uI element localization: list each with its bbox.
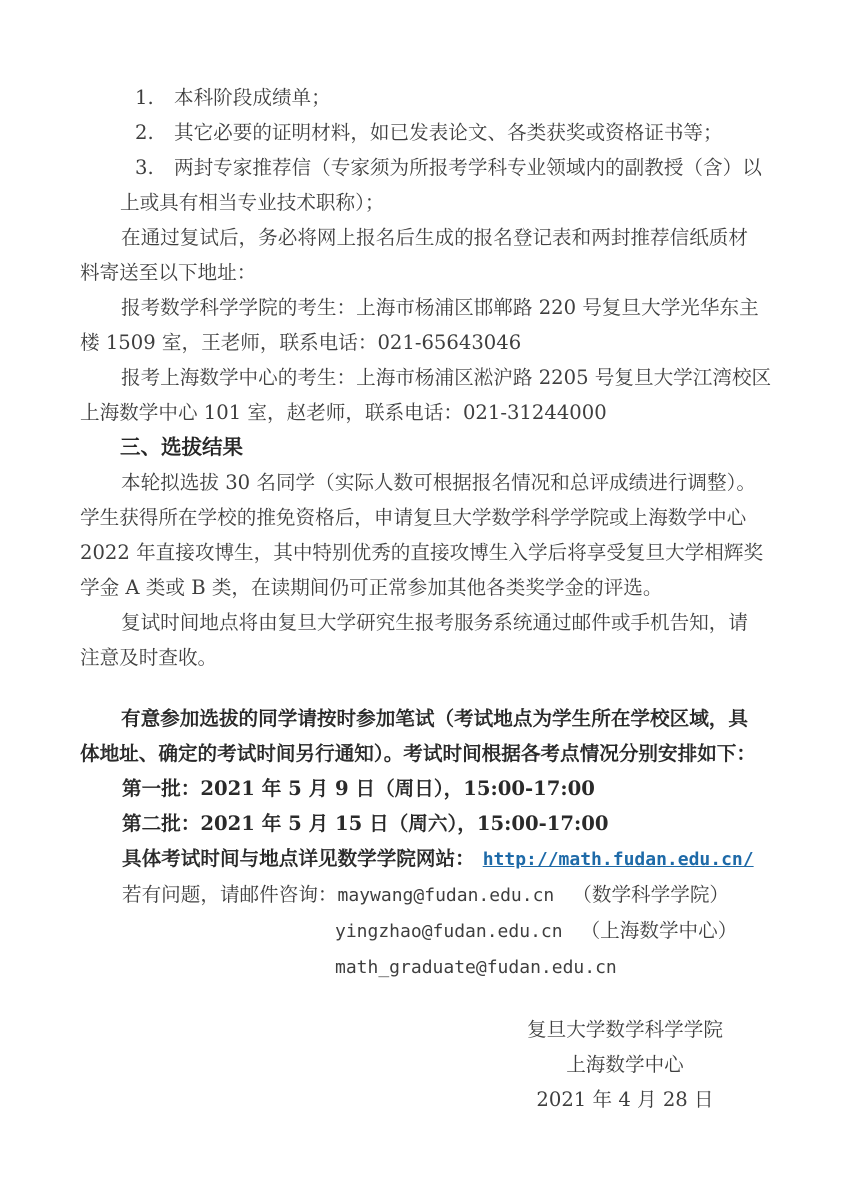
exam-notice-line: 有意参加选拔的同学请按时参加笔试（考试地点为学生所在学校区域，具 [121, 707, 748, 730]
address-shanghai-center-line: 上海数学中心 101 室，赵老师，联系电话：021-31244000 [80, 401, 607, 424]
address-shanghai-center-line: 报考上海数学中心的考生：上海市杨浦区淞沪路 2205 号复旦大学江湾校区 [121, 366, 772, 389]
contact-line-1 [80, 877, 789, 913]
selection-result-line: 2022 年直接攻博生，其中特别优秀的直接攻博生入学后将享受复旦大学相辉奖 [80, 541, 764, 564]
list-item-text: 本科阶段成绩单； [174, 86, 331, 109]
list-item-transcript [80, 80, 789, 115]
list-item-text: 两封专家推荐信（专家须为所报考学科专业领域内的副教授（含）以 [174, 156, 762, 179]
contact-email: maywang@fudan.edu.cn [337, 885, 555, 906]
website-line [80, 841, 789, 877]
list-item-recommendation-letters [80, 150, 789, 185]
contact-email: yingzhao@fudan.edu.cn [335, 921, 563, 942]
selection-result-line: 学生获得所在学校的推免资格后，申请复旦大学数学科学学院或上海数学中心 [80, 506, 747, 529]
mailing-instruction-line: 在通过复试后，务必将网上报名后生成的报名登记表和两封推荐信纸质材 [121, 226, 748, 249]
contact-prefix: 若有问题，请邮件咨询： [122, 883, 338, 906]
contact-org-label: （数学科学学院） [572, 883, 730, 906]
signature-date: 2021 年 4 月 28 日 [536, 1088, 714, 1111]
exam-batch-1-line: 第一批：2021 年 5 月 9 日（周日），15:00-17:00 [122, 777, 595, 800]
address-math-department-line: 报考数学科学学院的考生：上海市杨浦区邯郸路 220 号复旦大学光华东主 [121, 296, 759, 319]
address-math-department-line: 楼 1509 室，王老师，联系电话：021-65643046 [80, 331, 522, 354]
list-item-supporting-materials [80, 115, 789, 150]
selection-result-line: 本轮拟选拔 30 名同学（实际人数可根据报名情况和总评成绩进行调整）。 [121, 471, 756, 494]
math-department-website-link[interactable]: http://math.fudan.edu.cn/ [482, 849, 754, 870]
list-item-number: 2. [135, 121, 154, 144]
list-item-number: 3. [135, 156, 154, 179]
contact-org-label: （上海数学中心） [580, 919, 738, 942]
exam-batch-2-line: 第二批：2021 年 5 月 15 日（周六），15:00-17:00 [122, 812, 609, 835]
notification-line: 复试时间地点将由复旦大学研究生报考服务系统通过邮件或手机告知，请 [121, 611, 748, 634]
contact-line-2 [80, 913, 789, 949]
contact-line-3 [80, 949, 789, 985]
signature-org-math-department: 复旦大学数学科学学院 [527, 1018, 723, 1041]
list-item-number: 1. [135, 86, 154, 109]
contact-email: math_graduate@fudan.edu.cn [335, 957, 617, 978]
list-item-recommendation-letters-continuation: 上或具有相当专业技术职称）； [120, 191, 385, 214]
signature-block [505, 1012, 745, 1117]
signature-org-shanghai-center: 上海数学中心 [566, 1053, 684, 1076]
mailing-instruction-line: 料寄送至以下地址： [80, 261, 257, 284]
section-heading-selection-results: 三、选拔结果 [120, 435, 243, 459]
exam-notice-line: 体地址、确定的考试时间另行通知）。考试时间根据各考点情况分别安排如下： [80, 742, 756, 765]
selection-result-line: 学金 A 类或 B 类，在读期间仍可正常参加其他各类奖学金的评选。 [80, 576, 663, 599]
website-label: 具体考试时间与地点详见数学学院网站： [122, 847, 475, 870]
list-item-text: 其它必要的证明材料，如已发表论文、各类获奖或资格证书等； [174, 121, 723, 144]
exam-notice-block [80, 701, 789, 985]
notification-line: 注意及时查收。 [80, 646, 218, 669]
